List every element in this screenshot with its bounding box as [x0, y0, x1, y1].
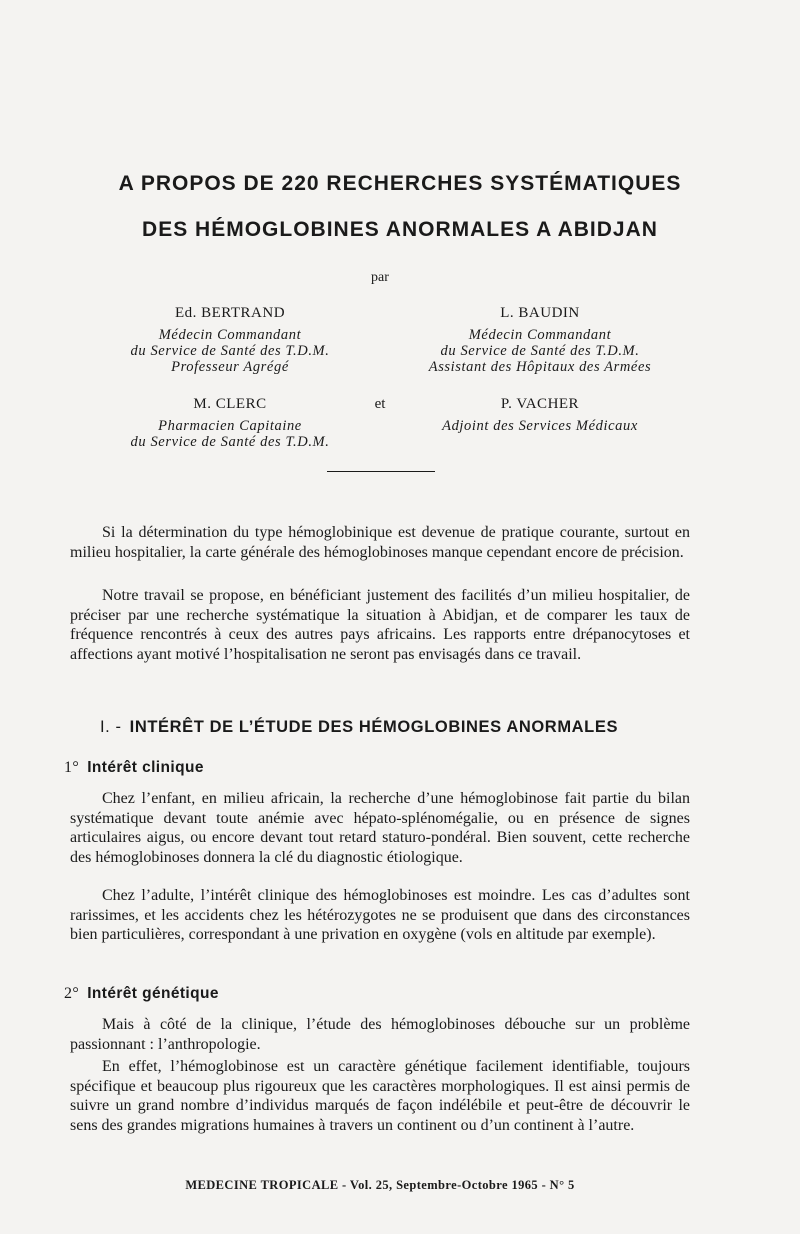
- author-name: L. BAUDIN: [500, 305, 580, 321]
- subsection-number: 1°: [64, 759, 80, 776]
- author-role: du Service de Santé des T.D.M.: [440, 343, 640, 359]
- author-role: du Service de Santé des T.D.M.: [130, 343, 330, 359]
- body-paragraph: En effet, l’hémoglobinose est un caractère génétique facilement identifiable, toujours spécifique et beaucoup plus rigoureux que les caractères morphologiques. Il est ainsi permis de suivre un grand nombre d’individus marqués de façon indélébile et peut-être de découvrir le sens des grandes migrations humaines à travers un continent ou d’un continent à l’autre.: [70, 1058, 690, 1134]
- conjunction-et: et: [374, 396, 386, 412]
- author-baudin: [400, 305, 680, 375]
- section-number: I. -: [100, 718, 122, 736]
- author-name: P. VACHER: [500, 396, 580, 412]
- body-paragraph: Mais à côté de la clinique, l’étude des hémoglobinoses débouche sur un problème passionnant : l’anthropologie.: [70, 1016, 690, 1053]
- intro-paragraph: Notre travail se propose, en bénéficiant justement des facilités d’un milieu hospitalier, de préciser par une recherche systématique la situation à Abidjan, et de comparer les taux de fréquence rencontrés à ceux des autres pays africains. Les rapports entre drépanocytoses et affections ayant motivé l’hospitalisation ne seront pas envisagés dans ce travail.: [70, 587, 690, 663]
- author-role: Assistant des Hôpitaux des Armées: [428, 359, 652, 375]
- journal-footer: MEDECINE TROPICALE - Vol. 25, Septembre-Octobre 1965 - N° 5: [185, 1178, 575, 1192]
- subsection-title: Intérêt clinique: [87, 759, 204, 776]
- author-clerc: [100, 396, 360, 450]
- subsection-number: 2°: [64, 985, 80, 1002]
- author-role: Médecin Commandant: [468, 327, 612, 343]
- author-name: M. CLERC: [193, 396, 267, 412]
- intro-paragraph: Si la détermination du type hémoglobinique est devenue de pratique courante, surtout en milieu hospitalier, la carte générale des hémoglobinoses manque cependant encore de précision.: [70, 524, 690, 561]
- subsection-heading-genetique: [64, 985, 219, 1003]
- author-role: du Service de Santé des T.D.M.: [130, 434, 330, 450]
- author-name: Ed. BERTRAND: [174, 305, 286, 321]
- section-heading: [100, 718, 618, 737]
- author-role: Pharmacien Capitaine: [158, 418, 302, 434]
- subsection-heading-clinique: [64, 759, 204, 777]
- by-label: par: [371, 270, 389, 285]
- subsection-title: Intérêt génétique: [87, 985, 219, 1002]
- author-bertrand: [100, 305, 360, 375]
- body-paragraph: Chez l’adulte, l’intérêt clinique des hémoglobinoses est moindre. Les cas d’adultes sont rarissimes, et les accidents chez les hétérozygotes ne se produisent que dans des circonstances bien particulières, correspondant à une privation en oxygène (vols en altitude par exemple).: [70, 887, 690, 943]
- body-paragraph: Chez l’enfant, en milieu africain, la recherche d’une hémoglobinose fait partie du bilan systématique devant toute anémie avec hépato-splénomégalie, ou en présence de signes articulaires aigus, ou encore devant tout retard staturo-pondéral. Bien souvent, cette recherche des hémoglobinoses donnera la clé du diagnostic étiologique.: [70, 790, 690, 866]
- separator-rule: [327, 471, 435, 472]
- section-title: INTÉRÊT DE L’ÉTUDE DES HÉMOGLOBINES ANORMALES: [129, 718, 619, 736]
- author-role: Professeur Agrégé: [171, 359, 289, 375]
- article-title-line-1: A PROPOS DE 220 RECHERCHES SYSTÉMATIQUES: [118, 172, 682, 195]
- article-title-line-2: DES HÉMOGLOBINES ANORMALES A ABIDJAN: [142, 218, 658, 241]
- author-vacher: [400, 396, 680, 434]
- author-role: Adjoint des Services Médicaux: [442, 418, 638, 434]
- author-role: Médecin Commandant: [158, 327, 302, 343]
